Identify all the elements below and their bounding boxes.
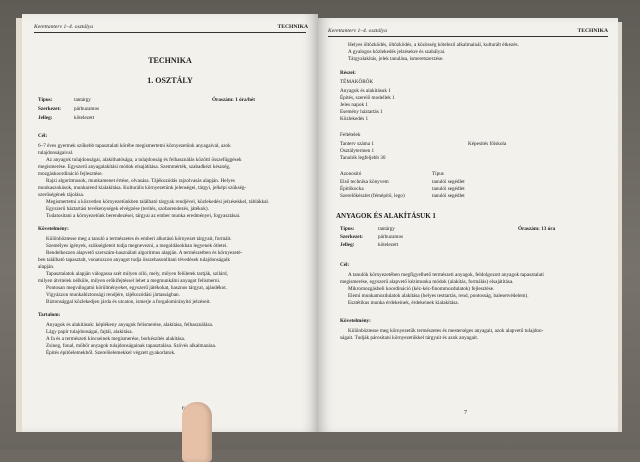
text-line: ságait. Tudják párosítani környezetükkel tárgyait és azok anyagait. (340, 335, 479, 341)
text-line: mozgáskoordináció fejlesztése. (38, 171, 103, 177)
table-cell: Osztálytermen 1 (340, 148, 375, 154)
text-line: Pontosan megválogatni körülményeket, egyszerű játékokat, hasznos tárgyat, ajándékot. (46, 285, 227, 291)
text-line: megismerése. Egyszerű anyagalakítási módok elsajátítása. Szemmérték, szabadkézi készség, (38, 164, 231, 170)
open-booklet (14, 10, 632, 444)
text-line: Megismertetni a közvetlen környezetünkben található tárgyak rendjével, közlekedési jelzésekkel, táblákkal. (46, 199, 270, 205)
list-item: Jeles napok 1 (340, 102, 368, 108)
text-line: A gyalogos közlekedés jelzésekre és szabályai. (348, 49, 446, 55)
text-line: Különböztesse meg a tanuló a természetes és emberi alkotású környezet tárgyait, formáit. (46, 236, 232, 242)
right-page (318, 18, 618, 432)
text-line: Tapasztalatok alapján válogassa szét milyen olló, mely, milyen felületek tartják, szilárd, (46, 271, 228, 277)
text-line: Biztonsággal közlekedjen járda és utcaton, ismerje a forgalomirányító jelzéseit. (46, 299, 211, 305)
text-line: Vigyázzon munkabiztonsági rendjére, tájékozódási jártasságban. (46, 292, 180, 298)
unit-title: ANYAGOK ÉS ALAKÍTÁSUK 1 (336, 212, 436, 220)
meta-label: Szerkezet: (340, 234, 364, 240)
table-cell: Képesítés főiskola (468, 141, 507, 147)
table-cell: tanulói segédlet (432, 179, 465, 185)
text-line: Helyes öltözködés, öltözködés, a közösség kötelező alkalmainál, kulturált étkezés. (348, 42, 519, 48)
table-cell: Szerelőkészlet (fémépítő, lego) (340, 193, 405, 199)
meta-value: kötelezett (74, 115, 95, 121)
left-page (22, 14, 318, 432)
header-rule (34, 32, 306, 33)
text-line: szerűségének tájolása. (38, 192, 85, 198)
table-cell: Első technika könyvem (340, 179, 389, 185)
text-line: Zsineg, fonal, műbőr anyagok tulajdonságainak tapasztalása. Szövés alkalmazása. (46, 343, 217, 349)
text-line: Esztétikus munka érdekeinek, érdekeinek kialakítása. (348, 300, 459, 306)
page-subtitle: 1. OSZTÁLY (147, 76, 193, 85)
page-number: 7 (464, 410, 467, 416)
running-header-left: Kerettanterv 1–4. osztálya (34, 24, 93, 30)
table-cell: tanulói segédlet (432, 186, 465, 192)
text-line: Egyszerű háztartási tevékenységek elvégzése (terítés, szobarendezés, játékok). (46, 206, 209, 212)
meta-label: Jelleg: (38, 115, 53, 121)
text-line: ben található tapasztalt, vonatozzon anyagot tudja összehasonlítani tévedések tulajdonságaik (38, 257, 231, 263)
meta-label: Jelleg: (340, 242, 355, 248)
section-heading: Tartalom: (38, 312, 61, 318)
text-line: Különböztesse meg környezetük természetes és mesterséges anyagait, azok alapvető tulajdon- (348, 328, 544, 334)
section-heading: Cél: (38, 133, 48, 139)
text-line: Tudatosítani a környezetünk berendezései, tárgyai az ember munka eredményei, fogyasztásai. (46, 213, 241, 219)
meta-label: Típus: (38, 97, 53, 103)
text-line: Tárgyalakítás, jelek tanulása, ismeretszerzése. (348, 56, 444, 62)
subsection-label: Feltételek (340, 132, 361, 138)
page-title: TECHNIKA (148, 56, 192, 65)
text-line: Személyes igények, szükségleteit tudja megnevezni, a megoldásokban legyenek ötletei. (46, 243, 228, 249)
list-item: Esemény háztartás 1 (340, 109, 383, 115)
section-heading: Cél: (340, 262, 350, 268)
text-line: Rajzi algoritmusok, munkamenet értése, olvasása. Tájékozódás rajzolvasás alapján. Helyes (46, 178, 235, 184)
running-header-subject: TECHNIKA (277, 24, 308, 30)
text-line: A fa és a természeti kincseinek megismerése, borkészítés alakítása. (46, 336, 186, 342)
text-line: 6–7 éves gyermek szűkebb tapasztalati körébe megismertetni környezetünk anyagaival, azok (38, 143, 231, 149)
header-rule (328, 36, 608, 37)
running-header-subject: TECHNIKA (577, 28, 608, 34)
running-header-left: Kerettanterv 1–4. osztálya (328, 28, 387, 34)
text-line: Rendelkezzen alapvető szerszám-használati algoritmus alapján. A természetben és környezeté- (46, 250, 243, 256)
text-line: Anyagok és alakításuk: képlékeny anyagok felismerése, alakítása, felhasználása. (46, 322, 214, 328)
text-line: Elemi munkamozdulatok alakítása (helyes testtartás, rend, pontosság, balesetvédelem). (348, 293, 529, 299)
meta-value: párhuzamos (378, 234, 404, 240)
text-line: alapján. (38, 264, 55, 270)
holding-finger (182, 402, 212, 462)
table-cell: Tanulók legfeljebb 30 (340, 155, 386, 161)
meta-value: párhuzamos (74, 106, 100, 112)
text-line: munkaszokások, munkarend kialakítása. Kulturális környezetünk jelenségei, tárgyi, jelképi szükség- (38, 185, 247, 191)
text-line: Az anyagok tulajdonságai, alakíthatósága, a tulajdonság és felhasználás közötti összefüggések (46, 157, 242, 163)
list-item: Közlekedés 1 (340, 116, 369, 122)
meta-value: tantárgy (74, 97, 91, 103)
table-cell: Építőkocka (340, 186, 364, 192)
table-header: Azonosító (340, 171, 362, 177)
meta-value: kötelezett (378, 242, 399, 248)
table-header: Típus (432, 171, 444, 177)
hours: Óraszám: 1 óra/hét (212, 97, 255, 103)
hours: Óraszám: 13 óra (518, 226, 556, 232)
meta-label: Típus: (340, 226, 355, 232)
table-cell: tanulói segédlet (432, 193, 465, 199)
text-line: Lágy papír tulajdonságai, fajtái, alakítása. (46, 329, 133, 335)
table-cell: Tanterv száma 1 (340, 141, 374, 147)
subsection-label: TÉMAKÖRÖK (340, 79, 374, 85)
list-item: Építés, szerelő modellek 1 (340, 95, 395, 101)
text-line: Építés építőelemekből. Szerelőelemekkel végzett gyakorlatok. (46, 350, 176, 356)
meta-label: Szerkezet: (38, 106, 62, 112)
text-line: A tanulók környezetében megfigyelhető természeti anyagok, feldolgozott anyagok tapasztalati (348, 272, 544, 278)
section-heading: Részei: (340, 70, 356, 76)
text-line: tulajdonságaival. (38, 150, 74, 156)
meta-value: tantárgy (378, 226, 395, 232)
text-line: Mikromozgásbeli koordináció (kéz-kéz-finommozdulatok) fejlesztése. (348, 286, 495, 292)
text-line: megismerése, egyszerű alapvető kézimunka módok (alakítás, formálás) elsajátítása. (340, 279, 514, 285)
text-line: milyen átvitelek nélküle, milyen erőkifejtéssel lehet a megmunkálni anyagot felismerni. (38, 278, 221, 284)
section-heading: Követelmény: (38, 226, 69, 232)
list-item: Anyagok és alakításuk 1 (340, 88, 391, 94)
section-heading: Követelmény: (340, 318, 371, 324)
